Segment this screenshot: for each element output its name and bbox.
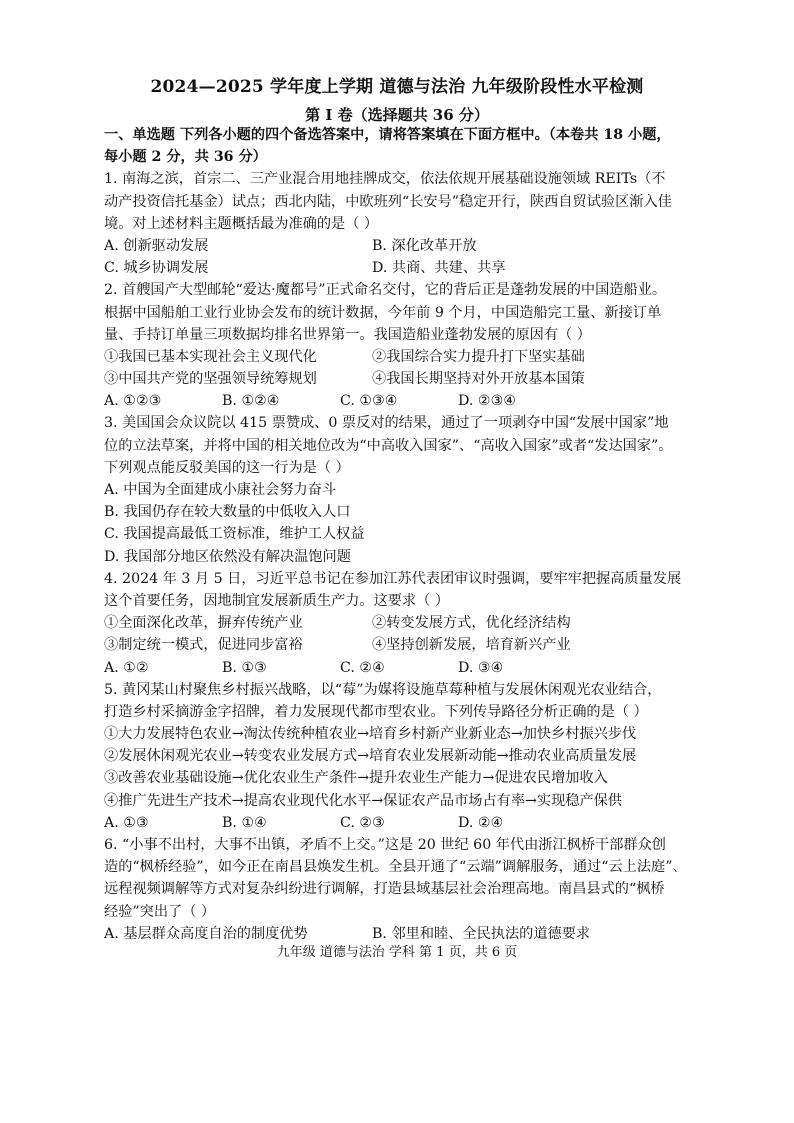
option-a: A. 中国为全面建成小康社会努力奋斗 xyxy=(104,482,337,498)
option-b: B. 邻里和睦、全民执法的道德要求 xyxy=(372,925,591,942)
question-1-line: 动产投资信托基金）试点；西北内陆，中欧班列“长安号”稳定开行，陕西自贸试验区渐入佳 xyxy=(104,193,672,210)
question-2-line: 根据中国船舶工业行业协会发布的统计数据，今年前 9 个月，中国造船完工量、新接订单 xyxy=(104,304,662,321)
statement-4: ④坚持创新发展，培育新兴产业 xyxy=(372,637,571,654)
statement-1: ①我国已基本实现社会主义现代化 xyxy=(104,348,317,365)
statement-2: ②我国综合实力提升打下坚实基础 xyxy=(372,348,585,365)
statement-2: ②转变发展方式，优化经济结构 xyxy=(372,615,571,632)
question-3-line: 位的立法草案，并将中国的相关地位改为“中高收入国家”、“高收入国家”或者“发达国家”。 xyxy=(104,437,673,454)
question-1-line: 境。对上述材料主题概括最为准确的是（ ） xyxy=(104,215,379,232)
question-5-path: ①大力发展特色农业→淘汰传统种植农业→培育乡村新产业新业态→加快乡村振兴步伐 xyxy=(104,726,637,743)
exam-content xyxy=(104,124,702,945)
question-3-line: 3. 美国国会众议院以 415 票赞成、0 票反对的结果，通过了一项剥夺中国“发展中国家”地 xyxy=(104,415,669,432)
option-b: B. ①③ xyxy=(222,659,267,676)
page-footer: 九年级 道德与法治 学科 第 1 页，共 6 页 xyxy=(276,945,518,960)
question-6 xyxy=(104,834,702,945)
option-c: C. ②③ xyxy=(340,814,385,831)
section-instruction-line-2: 每小题 2 分，共 36 分） xyxy=(104,149,267,166)
question-1-options-row xyxy=(104,235,702,257)
exam-title: 2024—2025 学年度上学期 道德与法治 九年级阶段性水平检测 xyxy=(150,77,644,97)
option-a: A. 创新驱动发展 xyxy=(104,237,209,254)
option-a: A. 基层群众高度自治的制度优势 xyxy=(104,925,308,942)
exam-subtitle: 第 I 卷（选择题共 36 分） xyxy=(305,106,489,124)
question-6-line: 远程视频调解等方式对复杂纠纷进行调解，打造县域基层社会治理高地。南昌县式的“枫桥 xyxy=(104,881,665,898)
question-5 xyxy=(104,679,702,834)
option-c: C. ②④ xyxy=(340,659,385,676)
question-5-line: 打造乡村采摘游金字招牌，着力发展现代都市型农业。下列传导路径分析正确的是（ ） xyxy=(104,703,648,720)
question-2-options-row xyxy=(104,390,702,412)
question-2-line: 量、手持订单量三项数据均排名世界第一。我国造船业蓬勃发展的原因有（ ） xyxy=(104,326,591,343)
question-1-line: 1. 南海之滨，首宗二、三产业混合用地挂牌成交，依法依规开展基础设施领域 REITs（不 xyxy=(104,171,666,188)
option-d: D. 共商、共建、共享 xyxy=(372,260,506,277)
option-a: A. ①② xyxy=(104,659,149,676)
option-c: C. 我国提高最低工资标准，维护工人权益 xyxy=(104,526,365,543)
statement-3: ③制定统一模式，促进同步富裕 xyxy=(104,637,303,654)
question-4 xyxy=(104,568,702,679)
question-1 xyxy=(104,168,702,279)
question-4-line: 4. 2024 年 3 月 5 日，习近平总书记在参加江苏代表团审议时强调，要牢牢把握高质量发展 xyxy=(104,570,682,587)
question-5-path: ③改善农业基础设施→优化农业生产条件→提升农业生产能力→促进农民增加收入 xyxy=(104,770,608,787)
option-b: B. 我国仍存在较大数量的中低收入人口 xyxy=(104,504,351,521)
statement-1: ①全面深化改革，摒弃传统产业 xyxy=(104,615,303,632)
option-b: B. 深化改革开放 xyxy=(372,237,477,254)
question-2-line: 2. 首艘国产大型邮轮“爱达·魔都号”正式命名交付，它的背后正是蓬勃发展的中国造船业。 xyxy=(104,282,667,299)
option-c: C. ①③④ xyxy=(340,393,398,410)
option-d: D. ②④ xyxy=(458,814,504,831)
question-3-line: 下列观点能反驳美国的这一行为是（ ） xyxy=(104,459,350,476)
option-b: B. ①②④ xyxy=(222,393,280,410)
option-d: D. ③④ xyxy=(458,659,504,676)
question-5-line: 5. 黄冈某山村聚焦乡村振兴战略，以“莓”为媒将设施草莓种植与发展休闲观光农业结合， xyxy=(104,681,662,698)
question-2 xyxy=(104,279,702,412)
question-5-path: ④推广先进生产技术→提高农业现代化水平→保证农产品市场占有率→实现稳产保供 xyxy=(104,792,623,809)
question-3 xyxy=(104,412,702,567)
question-1-options-row xyxy=(104,257,702,279)
question-6-line: 经验”突出了（ ） xyxy=(104,903,216,920)
question-4-line: 这个首要任务，因地制宜发展新质生产力。这要求（ ） xyxy=(104,592,450,609)
question-2-items-row xyxy=(104,368,702,390)
option-b: B. ①④ xyxy=(222,814,267,831)
section-instruction-line-1: 一、单选题 下列各小题的四个备选答案中，请将答案填在下面方框中。（本卷共 18 小题， xyxy=(104,127,671,143)
statement-4: ④我国长期坚持对外开放基本国策 xyxy=(372,371,585,388)
question-6-line: 造的“枫桥经验”，如今正在南昌县焕发生机。全县开通了“云端”调解服务，通过“云上法庭”、 xyxy=(104,859,687,876)
question-6-line: 6. “小事不出村，大事不出镇，矛盾不上交。”这是 20 世纪 60 年代由浙江枫桥干部群众创 xyxy=(104,837,666,853)
question-5-options-row xyxy=(104,812,702,834)
option-c: C. 城乡协调发展 xyxy=(104,260,209,277)
option-a: A. ①③ xyxy=(104,814,149,831)
option-d: D. 我国部分地区依然没有解决温饱问题 xyxy=(104,548,351,565)
question-4-items-row xyxy=(104,634,702,656)
statement-3: ③中国共产党的坚强领导统筹规划 xyxy=(104,371,317,388)
question-4-options-row xyxy=(104,657,702,679)
option-a: A. ①②③ xyxy=(104,393,162,410)
question-2-items-row xyxy=(104,346,702,368)
question-5-path: ②发展休闲观光农业→转变农业发展方式→培育农业发展新动能→推动农业高质量发展 xyxy=(104,748,637,765)
option-d: D. ②③④ xyxy=(458,393,517,410)
question-4-items-row xyxy=(104,612,702,634)
